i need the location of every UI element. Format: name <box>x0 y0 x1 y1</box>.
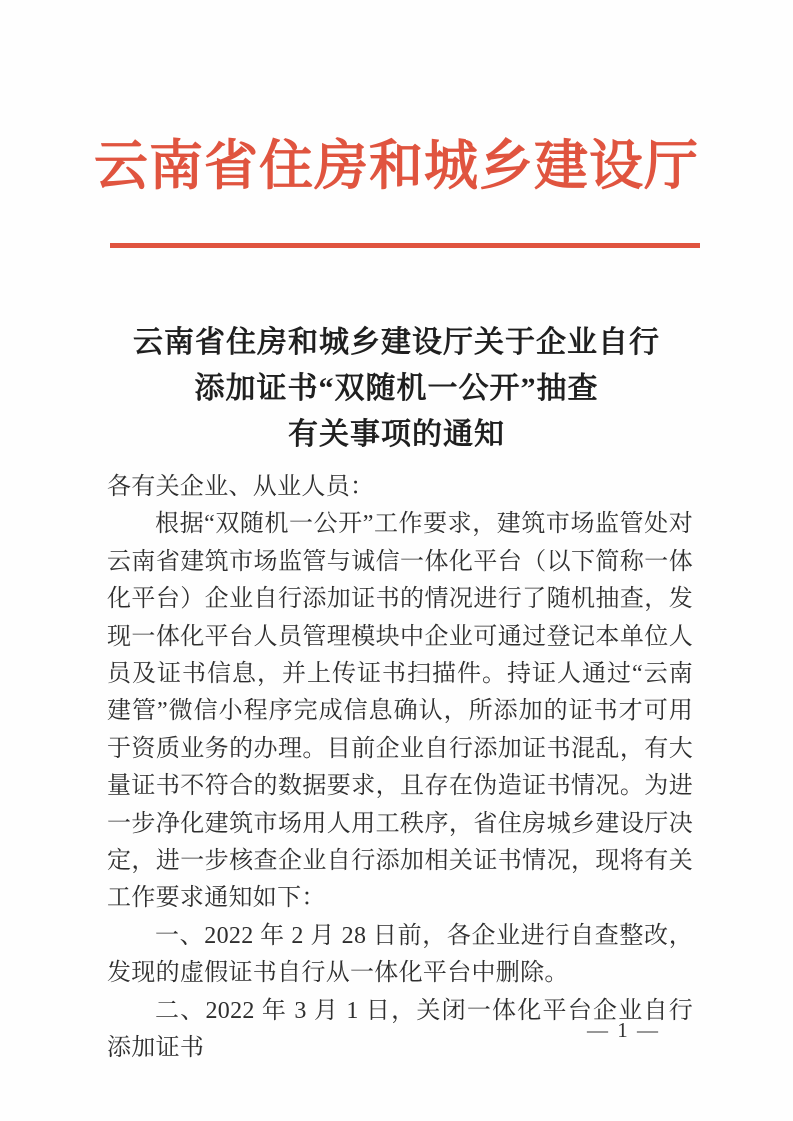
document-title-line-2: 添加证书“双随机一公开”抽查 <box>194 372 599 405</box>
letterhead-org-name: 云南省住房和城乡建设厅 <box>94 136 699 196</box>
document-title-line-1: 云南省住房和城乡建设厅关于企业自行 <box>133 326 660 359</box>
document-body <box>107 469 693 1068</box>
body-paragraph-item-1: 一、2022 年 2 月 28 日前，各企业进行自查整改，发现的虚假证书自行从一体化平台中删除。 <box>107 922 693 987</box>
body-paragraph-item-2: 二、2022 年 3 月 1 日，关闭一体化平台企业自行添加证书 <box>107 997 693 1062</box>
document-title-line-3: 有关事项的通知 <box>288 418 505 451</box>
page-number: — 1 — <box>587 1018 660 1042</box>
salutation-line: 各有关企业、从业人员： <box>107 474 375 500</box>
letterhead-divider-rule <box>110 243 700 248</box>
document-title <box>0 320 793 458</box>
body-paragraph-intro: 根据“双随机一公开”工作要求，建筑市场监管处对云南省建筑市场监管与诚信一体化平台（以下简称一体化平台）企业自行添加证书的情况进行了随机抽查，发现一体化平台人员管理模块中企业可通过登记本单位人员及证书信息，并上传证书扫描件。持证人通过“云南建管”微信小程序完成信息确认，所添加的证书才可用于资质业务的办理。目前企业自行添加证书混乱，有大量证书不符合的数据要求，且存在伪造证书情况。为进一步净化建筑市场用人用工秩序，省住房城乡建设厅决定，进一步核查企业自行添加相关证书情况，现将有关工作要求通知如下： <box>107 511 693 912</box>
